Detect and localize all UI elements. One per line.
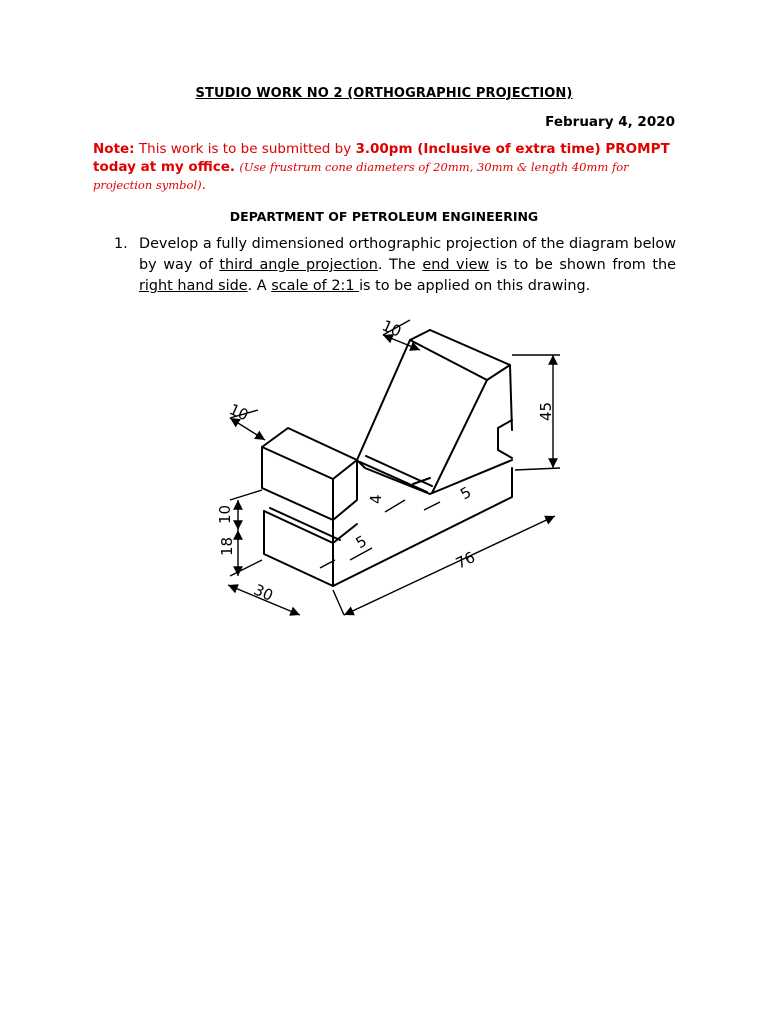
dim-slot-width-front: 5 <box>352 531 370 553</box>
question-text-part: Develop a fully dimensioned orthographic projection of the diagram below by way of <box>139 236 676 273</box>
underlined-right-hand-side: right hand side <box>139 278 248 294</box>
question-text-part: is to be applied on this drawing. <box>359 278 591 294</box>
underlined-scale: scale of 2:1 <box>271 278 360 294</box>
dim-slot-depth: 4 <box>367 494 385 504</box>
dim-top-width: 10 <box>379 316 405 341</box>
question-text-part: is to be shown from the <box>489 257 676 273</box>
question-number: 1. <box>114 236 128 252</box>
document-date: February 4, 2020 <box>545 114 675 130</box>
note-deadline: 3.00pm (Inclusive of extra time) PROMPT today at my office. <box>93 141 670 175</box>
dim-slot-width-right: 5 <box>457 482 475 504</box>
dim-width: 30 <box>251 580 276 605</box>
question-text-part: . A <box>247 278 272 294</box>
dim-lower-height: 18 <box>218 536 236 556</box>
underlined-end-view: end view <box>422 257 490 273</box>
block-outline <box>262 330 512 586</box>
dim-length: 76 <box>452 548 478 573</box>
question-text <box>139 234 676 297</box>
note-end: . <box>201 177 206 193</box>
dim-height: 45 <box>537 401 555 421</box>
document-title: STUDIO WORK NO 2 (ORTHOGRAPHIC PROJECTION) <box>195 86 573 101</box>
isometric-drawing <box>200 310 580 620</box>
question-text-part: . The <box>377 257 423 273</box>
question-1 <box>116 234 676 297</box>
department-heading: DEPARTMENT OF PETROLEUM ENGINEERING <box>229 209 539 224</box>
dim-upper-height: 10 <box>216 504 234 524</box>
note-text: This work is to be submitted by <box>134 141 356 157</box>
submission-note <box>93 140 676 194</box>
isometric-drawing-svg <box>200 310 580 620</box>
underlined-third-angle: third angle projection <box>219 257 378 273</box>
dim-left-width: 10 <box>226 400 252 425</box>
note-label: Note: <box>93 141 135 157</box>
note-instruction: (Use frustrum cone diameters of 20mm, 30mm & length 40mm for projection symbol) <box>93 160 629 192</box>
